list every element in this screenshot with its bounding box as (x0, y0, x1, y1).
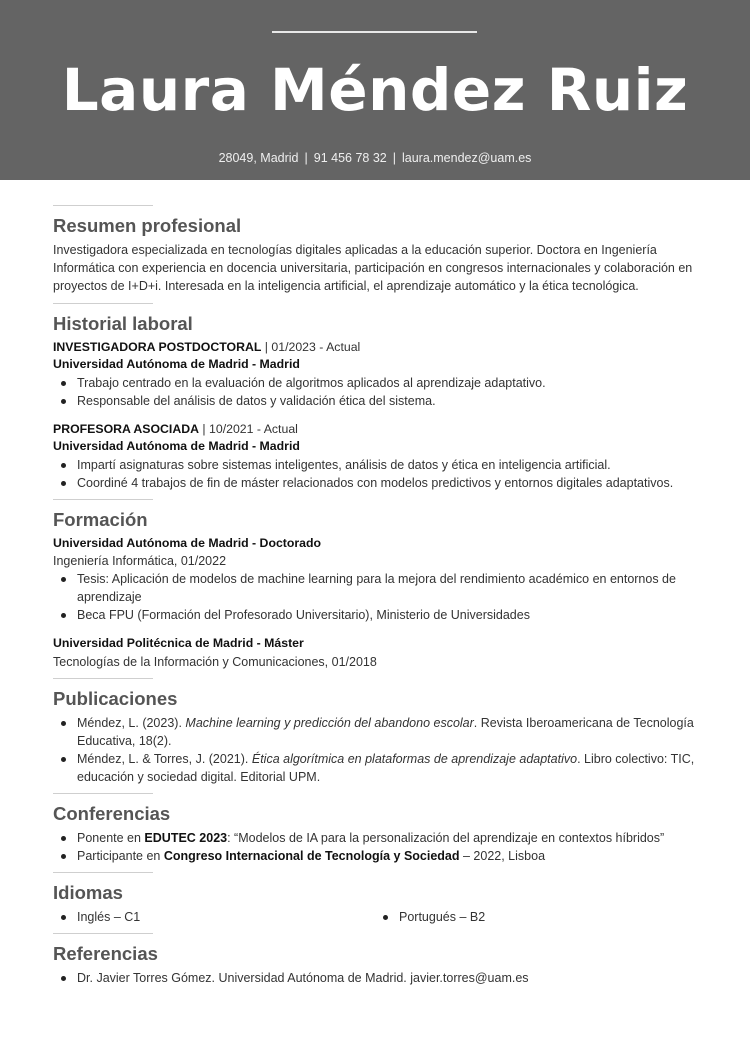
contact-email[interactable]: laura.mendez@uam.es (402, 151, 532, 165)
section-education (53, 499, 703, 671)
section-title: Formación (53, 508, 148, 530)
job-dates: | 01/2023 - Actual (261, 339, 361, 354)
contact-separator: | (304, 151, 308, 165)
section-references (53, 933, 703, 987)
contact-line (0, 151, 750, 165)
reference-item: Dr. Javier Torres Gómez. Universidad Autónoma de Madrid. javier.torres@uam.es (53, 969, 703, 987)
publication-title: Ética algorítmica en plataformas de aprendizaje adaptativo (251, 751, 578, 766)
section-conferences (53, 793, 703, 865)
section-title: Idiomas (53, 881, 123, 903)
conference-name: EDUTEC 2023 (144, 830, 228, 845)
job-bullet: Trabajo centrado en la evaluación de algoritmos aplicados al aprendizaje adaptativo. (53, 374, 703, 392)
conference-role: Ponente en (77, 830, 145, 845)
education-detail: Ingeniería Informática, 01/2022 (53, 554, 227, 569)
education-entry (53, 635, 703, 671)
header-banner (0, 0, 750, 180)
education-institution: Universidad Politécnica de Madrid - Máster (53, 636, 304, 651)
section-divider (53, 205, 153, 206)
section-summary (53, 205, 703, 296)
section-work (53, 303, 703, 492)
contact-separator: | (392, 151, 396, 165)
conference-item (53, 829, 703, 847)
publication-source: . Libro colectivo: TIC, educación y sociedad digital. Editorial UPM. (77, 751, 695, 784)
header-divider (272, 31, 477, 33)
section-divider (53, 793, 153, 794)
section-title: Historial laboral (53, 312, 193, 334)
education-detail: Tecnologías de la Información y Comunicaciones, 01/2018 (53, 654, 377, 669)
publication-item (53, 714, 703, 750)
publication-item (53, 750, 703, 786)
section-title: Conferencias (53, 802, 171, 824)
conference-detail: : “Modelos de IA para la personalización del aprendizaje en contextos híbridos” (227, 830, 665, 845)
job-organization: Universidad Autónoma de Madrid - Madrid (53, 439, 300, 454)
language-item: Inglés – C1 (53, 908, 375, 926)
section-publications (53, 678, 703, 786)
job-bullet: Impartí asignaturas sobre sistemas inteligentes, análisis de datos y ética en inteligencia artificial. (53, 456, 703, 474)
conference-item (53, 847, 703, 865)
education-bullet: Beca FPU (Formación del Profesorado Universitario), Ministerio de Universidades (53, 606, 703, 624)
contact-location: 28049, Madrid (218, 151, 299, 165)
section-divider (53, 499, 153, 500)
conference-detail: – 2022, Lisboa (459, 848, 546, 863)
section-divider (53, 872, 153, 873)
publication-authors: Méndez, L. & Torres, J. (2021). (77, 751, 252, 766)
publication-source: . Revista Iberoamericana de Tecnología Educativa, 18(2). (77, 715, 694, 748)
publication-title: Machine learning y predicción del abandono escolar (185, 715, 474, 730)
candidate-name: Laura Méndez Ruiz (61, 56, 689, 124)
job-entry (53, 421, 703, 492)
education-bullet: Tesis: Aplicación de modelos de machine learning para la mejora del rendimiento académico en entornos de aprendizaje (53, 570, 703, 606)
language-item: Portugués – B2 (375, 908, 697, 926)
resume-body (53, 205, 703, 987)
conference-role: Participante en (77, 848, 164, 863)
job-bullet: Coordiné 4 trabajos de fin de máster relacionados con modelos predictivos y entornos digitales adaptativos. (53, 474, 703, 492)
job-title: PROFESORA ASOCIADA (53, 421, 199, 436)
conference-name: Congreso Internacional de Tecnología y Sociedad (163, 848, 460, 863)
section-divider (53, 933, 153, 934)
section-divider (53, 678, 153, 679)
section-divider (53, 303, 153, 304)
education-institution: Universidad Autónoma de Madrid - Doctorado (53, 535, 322, 550)
contact-phone[interactable]: 91 456 78 32 (313, 151, 387, 165)
job-entry (53, 339, 703, 410)
section-title: Referencias (53, 942, 158, 964)
section-languages (53, 872, 703, 926)
job-dates: | 10/2021 - Actual (198, 421, 298, 436)
section-title: Publicaciones (53, 687, 178, 709)
summary-text: Investigadora especializada en tecnologías digitales aplicadas a la educación superior. Doctora en Ingeniería Informática con experiencia en docencia universitaria, participación en congresos internacionales y colaboración en proyectos de I+D+i. Interesada en la inteligencia artificial, el aprendizaje automático y la ética tecnológica. (53, 243, 693, 294)
publication-authors: Méndez, L. (2023). (77, 715, 186, 730)
section-title: Resumen profesional (53, 215, 242, 236)
job-organization: Universidad Autónoma de Madrid - Madrid (53, 357, 300, 372)
job-title: INVESTIGADORA POSTDOCTORAL (53, 339, 262, 354)
education-entry (53, 535, 703, 625)
job-bullet: Responsable del análisis de datos y validación ética del sistema. (53, 392, 703, 410)
